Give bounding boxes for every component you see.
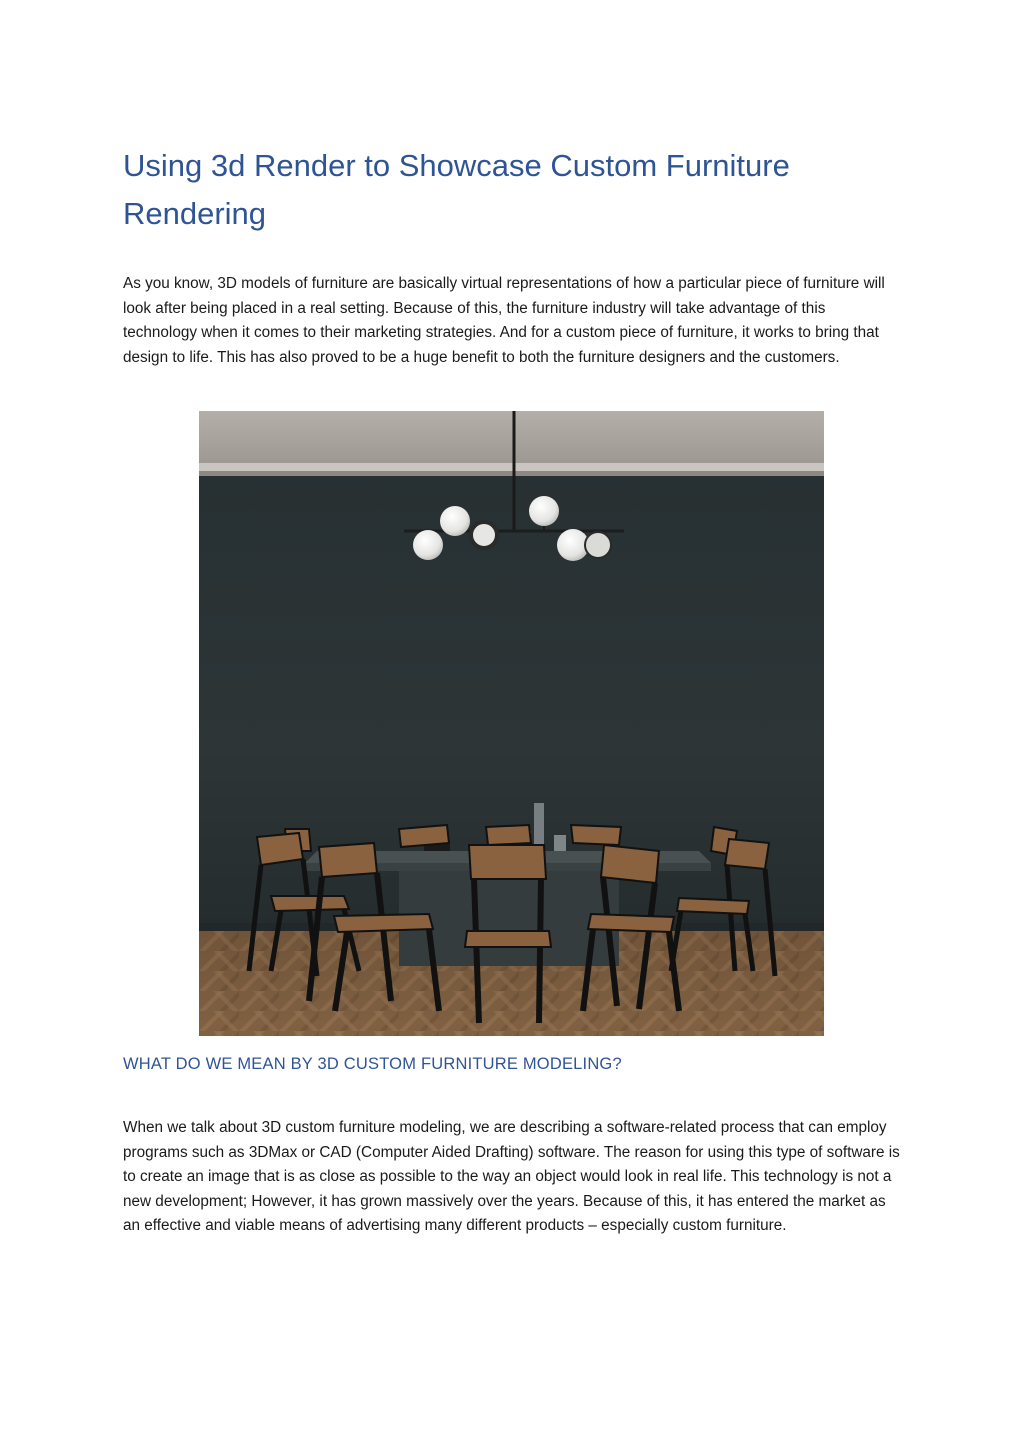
document-title: Using 3d Render to Showcase Custom Furniture Rendering [123, 148, 790, 231]
section-paragraph: When we talk about 3D custom furniture modeling, we are describing a software-related process that can employ programs such as 3DMax or CAD (Computer Aided Drafting) software. The reason for using this type of software is to create an image that is as close as possible to the way an object would look in real life. This technology is not a new development; However, it has grown massively over the years. Because of this, it has entered the market as an effective and viable means of advertising many different products – especially custom furniture. [123, 1119, 900, 1235]
section-heading: WHAT DO WE MEAN BY 3D CUSTOM FURNITURE MODELING? [123, 1055, 622, 1073]
dining-room-render-image [199, 411, 824, 1036]
intro-paragraph: As you know, 3D models of furniture are basically virtual representations of how a particular piece of furniture will look after being placed in a real setting. Because of this, the furniture industry will take advantage of this technology when it comes to their marketing strategies. And for a custom piece of furniture, it works to bring that design to life. This has also proved to be a huge benefit to both the furniture designers and the customers. [123, 275, 885, 366]
